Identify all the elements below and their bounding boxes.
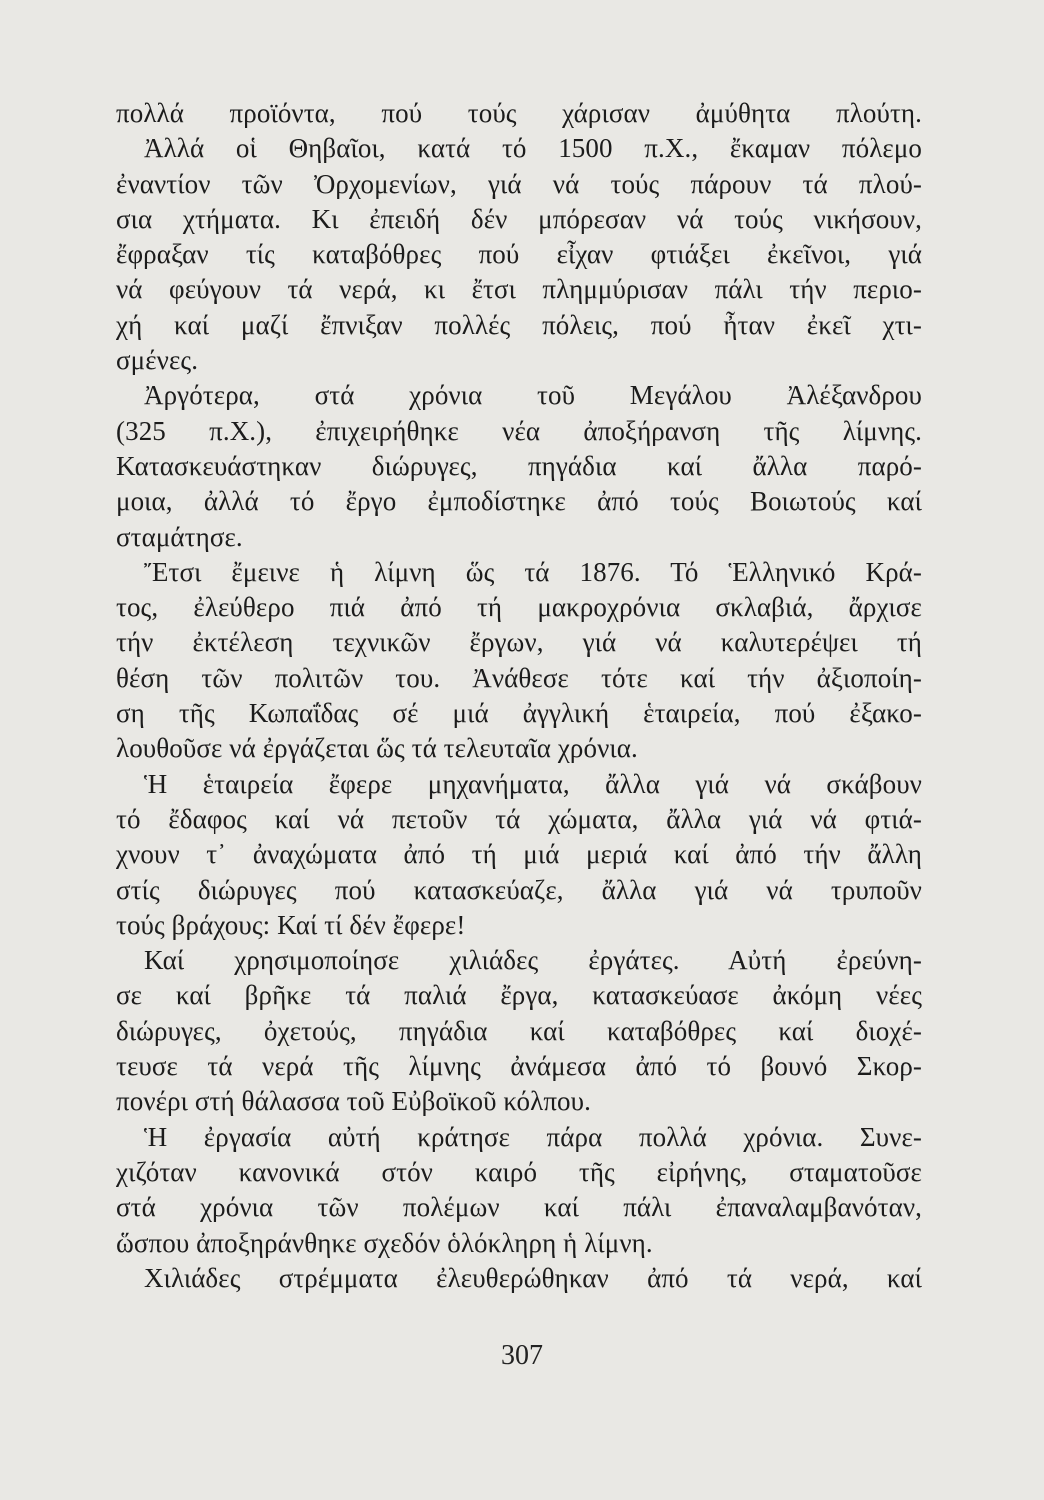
text-line: ὥσπου ἀποξηράνθηκε σχεδόν ὁλόκληρη ἡ λίμνη. [116, 1227, 653, 1258]
text-line: Ἀλλά οἱ Θηβαῖοι, κατά τό 1500 π.Χ., ἔκαμαν πόλεμο [144, 133, 922, 164]
text-line: Ἔτσι ἔμεινε ἡ λίμνη ὥς τά 1876. Τό Ἑλληνικό Κρά- [144, 556, 922, 587]
body-text [116, 96, 922, 1296]
text-line: χή καί μαζί ἔπνιξαν πολλές πόλεις, πού ἦταν ἐκεῖ χτι- [116, 309, 922, 340]
text-line: σε καί βρῆκε τά παλιά ἔργα, κατασκεύασε ἀκόμη νέες [116, 980, 922, 1011]
text-line: ἔφραξαν τίς καταβόθρες πού εἶχαν φτιάξει ἐκεῖνοι, γιά [116, 239, 922, 270]
text-line: σμένες. [116, 345, 199, 376]
text-line: τήν ἐκτέλεση τεχνικῶν ἔργων, γιά νά καλυτερέψει τή [116, 627, 922, 658]
text-line: σια χτήματα. Κι ἐπειδή δέν μπόρεσαν νά τούς νικήσουν, [116, 203, 922, 234]
text-line: στίς διώρυγες πού κατασκεύαζε, ἄλλα γιά νά τρυποῦν [116, 874, 922, 905]
text-line: μοια, ἀλλά τό ἔργο ἐμποδίστηκε ἀπό τούς Βοιωτούς καί [116, 486, 922, 517]
text-line: τό ἔδαφος καί νά πετοῦν τά χώματα, ἄλλα γιά νά φτιά- [116, 803, 922, 834]
text-line: Ἡ ἐργασία αὐτή κράτησε πάρα πολλά χρόνια. Συνε- [144, 1121, 922, 1152]
text-line: Ἡ ἑταιρεία ἔφερε μηχανήματα, ἄλλα γιά νά σκάβουν [144, 768, 922, 799]
text-line: Ἀργότερα, στά χρόνια τοῦ Μεγάλου Ἀλέξανδρου [144, 380, 922, 411]
text-line: Κατασκευάστηκαν διώρυγες, πηγάδια καί ἄλλα παρό- [116, 450, 922, 481]
text-line: θέση τῶν πολιτῶν του. Ἀνάθεσε τότε καί τήν ἀξιοποίη- [116, 662, 922, 693]
text-line: τος, ἐλεύθερο πιά ἀπό τή μακροχρόνια σκλαβιά, ἄρχισε [116, 592, 922, 623]
text-line: ἐναντίον τῶν Ὀρχομενίων, γιά νά τούς πάρουν τά πλού- [116, 168, 922, 199]
text-line: χνουν τ᾽ ἀναχώματα ἀπό τή μιά μεριά καί ἀπό τήν ἄλλη [116, 839, 922, 870]
text-line: λουθοῦσε νά ἐργάζεται ὥς τά τελευταῖα χρόνια. [116, 733, 638, 764]
text-line: σταμάτησε. [116, 521, 243, 552]
text-line: τούς βράχους: Καί τί δέν ἔφερε! [116, 909, 466, 940]
text-line: διώρυγες, ὀχετούς, πηγάδια καί καταβόθρες καί διοχέ- [116, 1015, 922, 1046]
text-line: πολλά προϊόντα, πού τούς χάρισαν ἀμύθητα πλούτη. [116, 98, 922, 128]
text-line: πονέρι στή θάλασσα τοῦ Εὐβοϊκοῦ κόλπου. [116, 1086, 591, 1117]
text-line: ση τῆς Κωπαΐδας σέ μιά ἀγγλική ἑταιρεία, πού ἐξακο- [116, 698, 922, 729]
text-line: στά χρόνια τῶν πολέμων καί πάλι ἐπαναλαμβανόταν, [116, 1192, 922, 1223]
text-line: Καί χρησιμοποίησε χιλιάδες ἐργάτες. Αὐτή ἐρεύνη- [144, 945, 922, 976]
page-number: 307 [501, 1340, 543, 1371]
text-line: τευσε τά νερά τῆς λίμνης ἀνάμεσα ἀπό τό βουνό Σκορ- [116, 1051, 922, 1082]
text-line: χιζόταν κανονικά στόν καιρό τῆς εἰρήνης, σταματοῦσε [116, 1156, 922, 1187]
text-line: (325 π.Χ.), ἐπιχειρήθηκε νέα ἀποξήρανση τῆς λίμνης. [116, 415, 922, 446]
text-line: Χιλιάδες στρέμματα ἐλευθερώθηκαν ἀπό τά νερά, καί [144, 1262, 922, 1293]
text-line: νά φεύγουν τά νερά, κι ἔτσι πλημμύρισαν πάλι τήν περιο- [116, 274, 922, 305]
